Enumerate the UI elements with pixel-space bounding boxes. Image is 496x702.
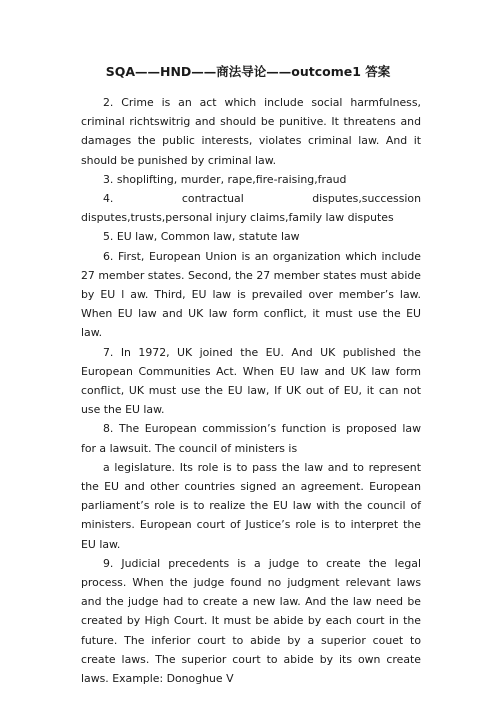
paragraph-answer-9: 9. Judicial precedents is a judge to create the legal process. When the judge found no judgment relevant laws and the judge had to create a new law. And the law need be created by High Court. It must be abide by each court in the future. The inferior court to abide by a superior couet to create laws. The superior court to abide by its own create laws. Example: Donoghue V (81, 556, 421, 686)
paragraph-answer-8: 8. The European commission’s function is proposed law for a lawsuit. The council of ministers is (81, 422, 421, 455)
paragraph-answer-5: 5. EU law, Common law, statute law (103, 230, 300, 244)
paragraph-answer-7: 7. In 1972, UK joined the EU. And UK published the European Communities Act. When EU law and UK law form conflict, UK must use the EU law, If UK out of EU, it can not use the EU law. (81, 345, 421, 417)
paragraph-answer-8-continued: a legislature. Its role is to pass the law and to represent the EU and other countries signed an agreement. European parliament’s role is to realize the EU law with the council of ministers. European court of Justice’s role is to interpret the EU law. (81, 460, 421, 551)
paragraph-answer-3: 3. shoplifting, murder, rape,fire-raising,fraud (103, 172, 347, 186)
document-title: SQA——HND——商法导论——outcome1 答案 (105, 64, 391, 79)
document-body (81, 93, 421, 688)
paragraph-answer-2: 2. Crime is an act which include social harmfulness, criminal richtswitrig and should be punitive. It threatens and damages the public interests, violates criminal law. And it should be punished by criminal law. (81, 96, 421, 167)
paragraph-answer-4: 4. contractual disputes,succession disputes,trusts,personal injury claims,family law disputes (81, 192, 421, 225)
paragraph-answer-6: 6. First, European Union is an organization which include 27 member states. Second, the 27 member states must abide by EU l aw. Third, EU law is prevailed over member’s law. When EU law and UK law form conflict, it must use the EU law. (81, 249, 421, 340)
